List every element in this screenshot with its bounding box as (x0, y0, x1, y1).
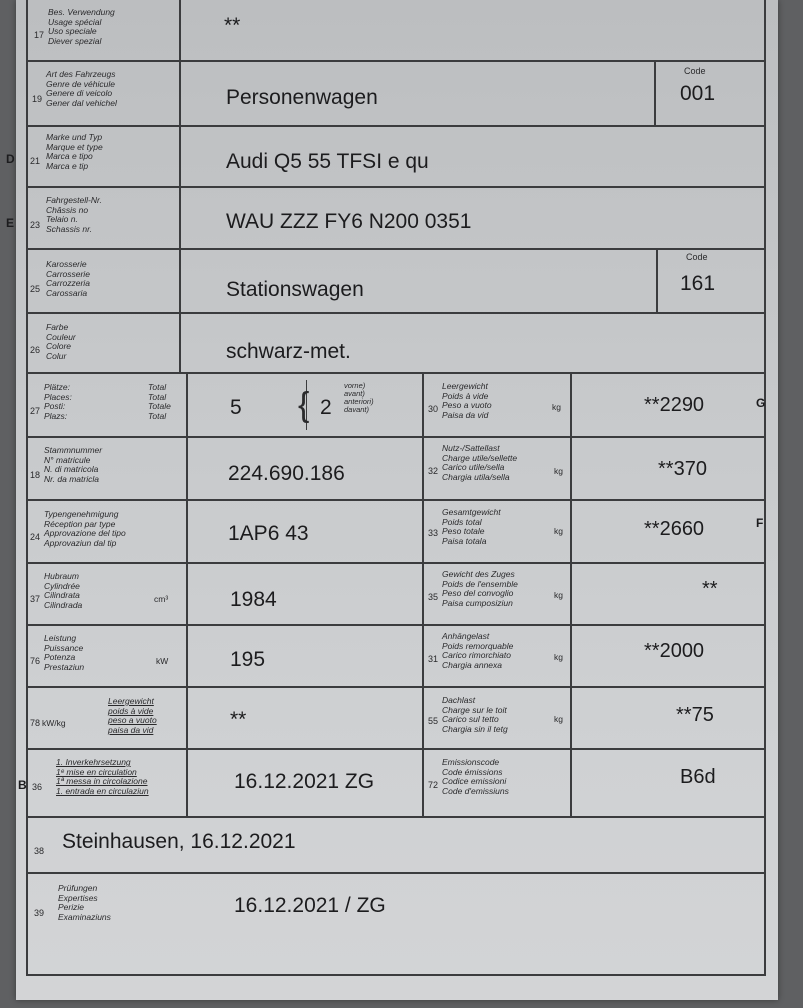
field-number-76: 76 (30, 656, 41, 666)
unit-kw: kW (156, 656, 169, 666)
payload-value: **370 (658, 458, 707, 480)
roof-load-value: **75 (676, 704, 714, 726)
field-label-37: Hubraum Cylindrée Cilindrata Cilindrada (44, 571, 83, 610)
make-model-value: Audi Q5 55 TFSI e qu (226, 150, 429, 173)
field-number-18: 18 (30, 470, 41, 480)
field-label-23: Fahrgestell-Nr. Châssis no Telaio n. Schassis nr. (46, 195, 102, 234)
field-number-30: 30 (428, 404, 439, 414)
field-number-31: 31 (428, 654, 439, 664)
field-label-19: Art des Fahrzeugs Genre de véhicule Genere di veicolo Gener dal vehichel (46, 69, 117, 108)
row-divider (26, 816, 766, 818)
field-number-27: 27 (30, 406, 41, 416)
field-number-21: 21 (30, 156, 41, 166)
unit-kg: kg (554, 714, 563, 724)
row-divider (26, 312, 766, 314)
row-divider (26, 686, 766, 688)
body-type-code: 161 (680, 272, 716, 295)
paper-sheet (6, 0, 778, 1000)
row-divider (26, 872, 766, 874)
field-label-17: Bes. Verwendung Usage spécial Uso speciale Diever spezial (48, 7, 115, 46)
row-divider (26, 125, 766, 127)
unit-kg: kg (554, 652, 563, 662)
field-label-27: Plätze: Places: Posti: Plazs: (44, 382, 72, 421)
field-label-32: Nutz-/Sattellast Charge utile/sellette Carico utile/sella Chargia utila/sella (442, 443, 518, 482)
unit-kg: kg (554, 526, 563, 536)
field-label-18: Stammnummer N° matricule N. di matricola Nr. da matricla (44, 445, 103, 484)
field-number-78: 78 (30, 718, 41, 728)
side-marker-e: E (6, 216, 15, 230)
field-label-30: Leergewicht Poids à vide Peso a vuoto Paisa da vid (442, 381, 492, 420)
displacement-value: 1984 (230, 588, 277, 611)
type-approval-value: 1AP6 43 (228, 522, 309, 545)
towing-weight-value: **2000 (644, 640, 705, 662)
field-number-72: 72 (428, 780, 439, 790)
row-divider (26, 624, 766, 626)
vehicle-type-value: Personenwagen (226, 86, 378, 109)
field-label-78: Leergewicht poids à vide peso a vuoto paisa da vid (108, 696, 157, 735)
code-box-divider (654, 60, 656, 125)
field-label-33: Gesamtgewicht Poids total Peso totale Paisa totala (442, 507, 501, 546)
color-value: schwarz-met. (226, 340, 351, 363)
side-marker-g: G (756, 396, 766, 410)
field-label-21: Marke und Typ Marque et type Marca e tipo Marca e tip (46, 132, 103, 171)
field-number-17: 17 (34, 30, 45, 40)
vehicle-type-code: 001 (680, 82, 716, 105)
field-number-36: 36 (32, 782, 43, 792)
field-number-33: 33 (428, 528, 439, 538)
row-divider (26, 562, 766, 564)
place-date-value: Steinhausen, 16.12.2021 (62, 830, 296, 853)
field-number-24: 24 (30, 532, 41, 542)
gross-weight-value: **2660 (644, 518, 705, 540)
code-header: Code (686, 252, 708, 262)
side-marker-d: D (6, 152, 15, 166)
field-label-72: Emissionscode Code émissions Codice emissioni Code d'emissiuns (442, 757, 509, 796)
power-weight-value: ** (230, 708, 247, 731)
places-front-value: 2 (320, 396, 332, 419)
row-divider (26, 186, 766, 188)
field-number-35: 35 (428, 592, 439, 602)
emission-code-value: B6d (680, 766, 716, 788)
field-label-76: Leistung Puissance Potenza Prestaziun (44, 633, 85, 672)
field-label-31: Anhängelast Poids remorquable Carico rimorchiato Chargia annexa (442, 631, 514, 670)
unit-cm3: cm³ (154, 594, 169, 604)
field-label-26: Farbe Couleur Colore Colur (46, 322, 76, 361)
inspection-value: 16.12.2021 / ZG (234, 894, 386, 917)
right-label-divider (570, 372, 572, 816)
places-total-value: 5 (230, 396, 242, 419)
field-number-25: 25 (30, 284, 41, 294)
side-marker-b: B (18, 778, 27, 792)
places-front-label: vorne) avant) anteriori) davant) (344, 381, 374, 414)
unit-kw-per-kg: kW/kg (42, 718, 66, 728)
side-marker-f: F (756, 516, 764, 530)
field-label-24: Typengenehmigung Réception par type Approvazione del tipo Approvaziun dal tip (44, 509, 126, 548)
label-column-divider (186, 372, 188, 816)
field-label-35: Gewicht des Zuges Poids de l'ensemble Peso del convoglio Paisa cumposiziun (442, 569, 518, 608)
code-box-divider (656, 248, 658, 312)
power-value: 195 (230, 648, 266, 671)
field-number-39: 39 (34, 908, 45, 918)
train-weight-value: ** (702, 578, 718, 600)
field-label-39: Prüfungen Expertises Perizie Examinaziuns (58, 883, 111, 922)
center-column-divider (422, 372, 424, 816)
field-label-25: Karosserie Carrosserie Carrozzeria Carossaria (46, 259, 90, 298)
field-number-38: 38 (34, 846, 45, 856)
unit-kg: kg (554, 590, 563, 600)
field-label-55: Dachlast Charge sur le toit Carico sul tetto Chargia sin il tetg (442, 695, 508, 734)
body-type-value: Stationswagen (226, 278, 364, 301)
first-registration-value: 16.12.2021 ZG (234, 770, 375, 793)
row-divider (26, 372, 766, 374)
field-number-55: 55 (428, 716, 439, 726)
field-label-36: 1. Inverkehrsetzung 1ᵉ mise en circulation 1ª messa in circolazione 1. entrada en circulaziun (56, 757, 149, 796)
field-number-26: 26 (30, 345, 41, 355)
registry-number-value: 224.690.186 (228, 462, 345, 485)
field-number-37: 37 (30, 594, 41, 604)
chassis-number-value: WAU ZZZ FY6 N200 0351 (226, 210, 472, 233)
empty-weight-value: **2290 (644, 394, 705, 416)
row-divider (26, 499, 766, 501)
unit-kg: kg (552, 402, 561, 412)
row-divider (26, 748, 766, 750)
field-number-32: 32 (428, 466, 439, 476)
field-number-23: 23 (30, 220, 41, 230)
row-divider (26, 436, 766, 438)
unit-kg: kg (554, 466, 563, 476)
field-number-19: 19 (32, 94, 43, 104)
special-use-value: ** (224, 14, 241, 37)
places-total-label: Total Total Totale Total (148, 382, 171, 421)
brace-icon: { (298, 386, 310, 424)
code-header: Code (684, 66, 706, 76)
row-divider (26, 248, 766, 250)
